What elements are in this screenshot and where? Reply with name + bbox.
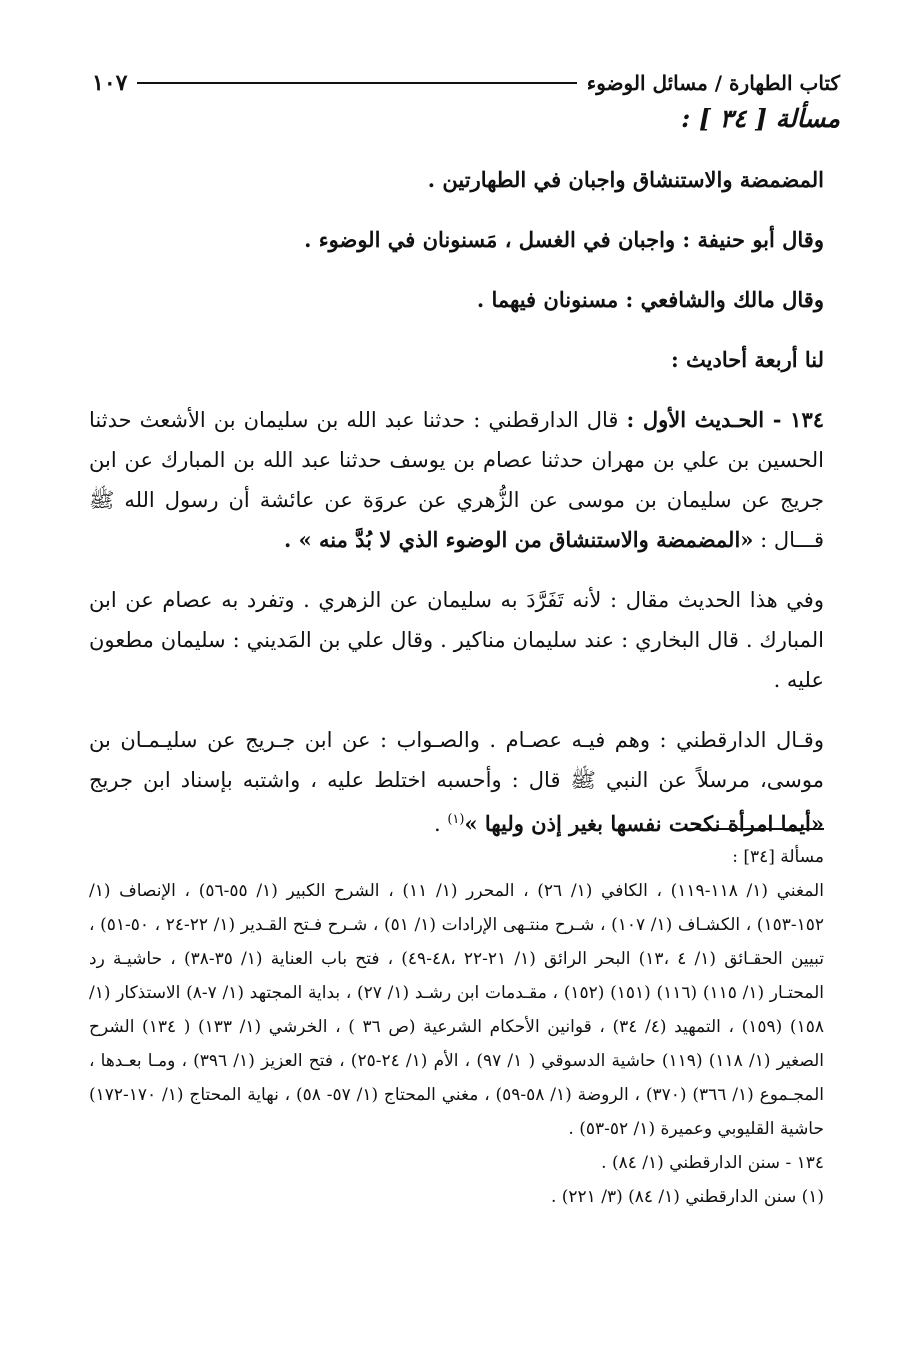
paragraph-critique: وفي هذا الحديث مقال : لأنه تَفَرَّدَ به سليمان عن الزهري . وتفرد به عصام عن ابن المبارك . قال البخاري : عند سليمان مناكير . وقال علي بن المَديني : سليمان مطعون عليه . <box>89 588 824 692</box>
main-text <box>89 160 824 864</box>
page-header <box>92 66 840 100</box>
footnote-divider <box>684 828 824 830</box>
paragraph-daraqutni <box>89 720 824 844</box>
page-number: ١٠٧ <box>92 70 128 96</box>
footnote-134: ١٣٤ - سنن الدارقطني (١/ ٨٤) . <box>601 1153 824 1173</box>
paragraph-ruling: المضمضة والاستنشاق واجبان في الطهارتين . <box>427 167 824 192</box>
footnotes <box>89 840 824 1214</box>
hadith-chain: قال الدارقطني : حدثنا عبد الله بن سليمان بن الأشعث حدثنا الحسين بن علي بن مهران حدثنا عصام بن يوسف حدثنا عبد الله بن المبارك عن ابن جريج عن سليمان بن موسى عن الزُّهري عن عروَة عن عائشة أن رسول الله ﷺ قـــال : <box>89 408 824 552</box>
hadith-lead: ١٣٤ - الحـديث الأول : <box>626 407 825 432</box>
footnote-ref-1: (١) <box>447 812 465 827</box>
footnote-issue-title: مسألة [٣٤] : <box>732 847 824 867</box>
quoted-hadith: «أيما امرأة نكحت نفسها بغير إذن وليها » <box>464 811 824 836</box>
header-rule <box>137 82 576 84</box>
hadith-text: «المضمضة والاستنشاق من الوضوء الذي لا بُدَّ منه » . <box>283 527 754 552</box>
running-title: كتاب الطهارة / مسائل الوضوء <box>586 71 840 95</box>
daraqutni-text: وقـال الدارقطني : وهم فيـه عصـام . والصـواب : عن ابن جـريج عن سليـمـان بن موسى، مرسلاً عن النبي ﷺ قال : وأحسبه اختلط عليه ، واشتبه بإسناد ابن جريج <box>89 728 824 792</box>
paragraph-end: . <box>433 812 448 836</box>
footnote-1: (١) سنن الدارقطني (١/ ٨٤) (٣/ ٢٢١) . <box>550 1187 824 1207</box>
paragraph-malik-shafii: وقال مالك والشافعي : مسنونان فيهما . <box>476 287 824 312</box>
issue-title: مسألة [ ٣٤ ] : <box>681 104 840 133</box>
paragraph-hadith-134 <box>89 400 824 560</box>
paragraph-four-hadiths: لنا أربعة أحاديث : <box>670 347 824 372</box>
footnote-references: المغني (١/ ١١٨-١١٩) ، الكافي (١/ ٢٦) ، المحرر (١/ ١١) ، الشرح الكبير (١/ ٥٥-٥٦) ، الإنصاف (١/ ١٥٢-١٥٣) ، الكشـاف (١/ ١٠٧) ، شـرح منتـهى الإرادات (١/ ٥١) ، شـرح فـتح القـدير (١/ ٢٢-٢٤ ، ٥٠-٥١) ، تبيين الحقـائق (١/ ٤ ،١٣) البحر الرائق (١/ ٢١-٢٢ ،٤٨-٤٩) ، فتح باب العناية (١/ ٣٥-٣٨) ، حاشيـة رد المحتـار (١/ ١١٥) (١١٦) (١٥١) (١٥٢) ، مقـدمات ابن رشـد (١/ ٢٧) ، بداية المجتهد (١/ ٧-٨) الاستذكار (١/ ١٥٨) (١٥٩) ، التمهيد (٤/ ٣٤) ، قوانين الأحكام الشرعية (ص ٣٦ ) ، الخرشي (١/ ١٣٣) ( ١٣٤) الشرح الصغير (١/ ١١٨) (١١٩) حاشية الدسوقي ( ١/ ٩٧) ، الأم (١/ ٢٤-٢٥) ، فتح العزيز (١/ ٣٩٦) ، ومـا بعـدها ، المجـموع (١/ ٣٦٦) (٣٧٠) ، الروضة (١/ ٥٨-٥٩) ، مغني المحتاج (١/ ٥٧- ٥٨) ، نهاية المحتاج (١/ ١٧٠-١٧٢) حاشية القليوبي وعميرة (١/ ٥٢-٥٣) . <box>89 881 825 1139</box>
paragraph-abu-hanifa: وقال أبو حنيفة : واجبان في الغسل ، مَسنونان في الوضوء . <box>304 227 824 252</box>
